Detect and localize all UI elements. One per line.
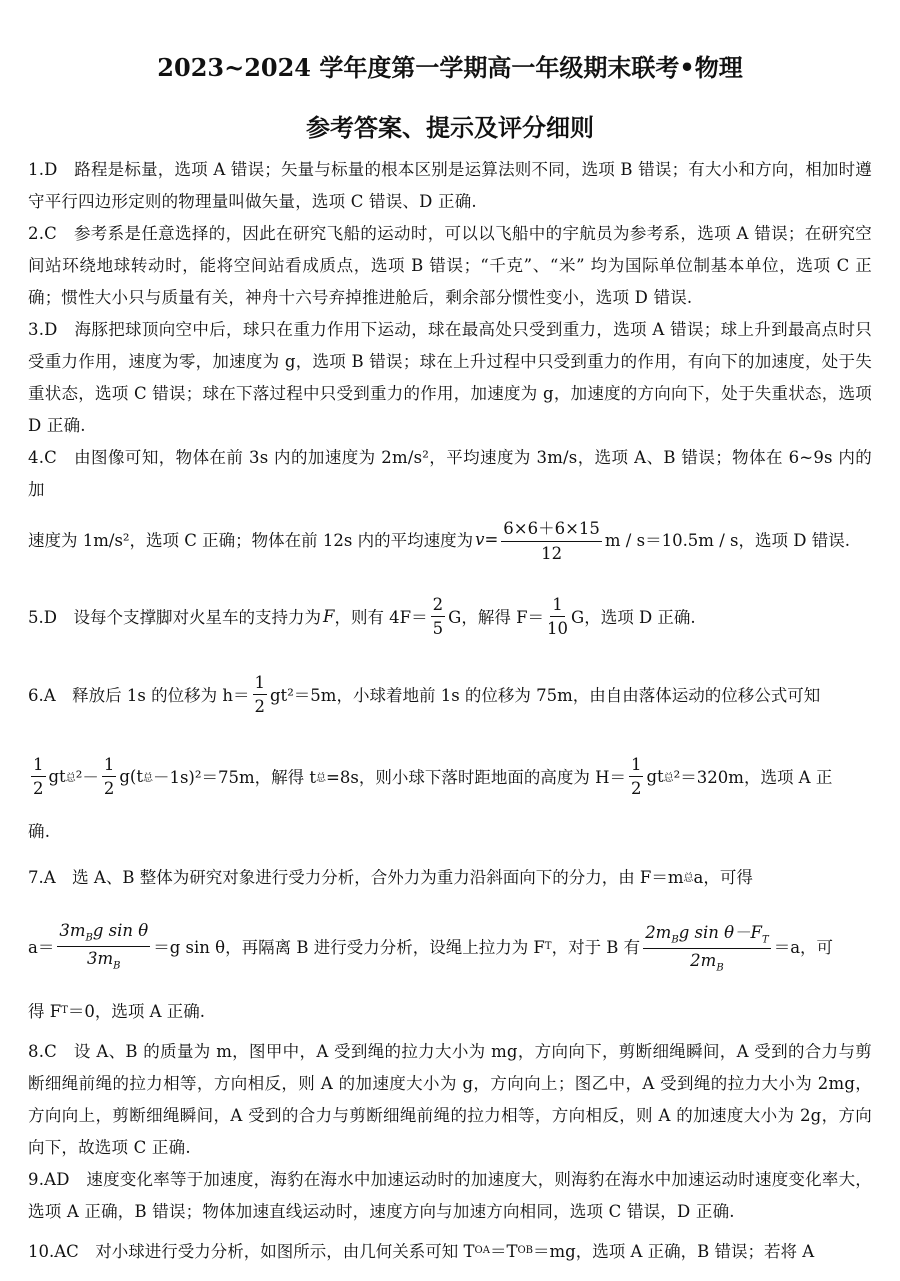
answer-6-f3-num: 1 [102, 755, 117, 777]
answer-10-text-a2: ＝T [489, 1242, 518, 1261]
answer-7-text-b2: ，对于 B 有 [551, 938, 641, 957]
answer-6-fraction-2 [31, 755, 46, 798]
answer-7-f1-num [57, 921, 150, 946]
answer-4-text-c: ，选项 D 错误. [738, 531, 850, 550]
answer-7-sub-d: T [61, 1004, 68, 1016]
answer-7-f2-den-sub: B [716, 961, 724, 973]
answer-6-text-f: gt [646, 766, 664, 786]
answer-10-sub-a2: OB [517, 1244, 534, 1256]
answer-7-fraction-1 [57, 921, 150, 971]
answer-4-fraction-denominator: 12 [541, 544, 563, 563]
answer-6-f1-den: 2 [254, 696, 265, 716]
answer-5-F: F [322, 606, 335, 626]
document-subtitle: 参考答案、提示及评分细则 [306, 113, 594, 142]
answer-5-text-a: 5.D 设每个支撑脚对火星车的支持力为 [28, 608, 321, 627]
answer-7-f1-num-b: g sin θ [92, 921, 149, 941]
answer-5-f1-num: 2 [431, 595, 446, 617]
answer-10-text-a: 10.AC 对小球进行受力分析，如图所示，由几何关系可知 T [28, 1242, 475, 1261]
answer-7-f2-num-a: 2m [645, 923, 672, 943]
answer-6-sub-d: 总 [142, 772, 153, 784]
answer-3: 3.D 海豚把球顶向空中后，球只在重力作用下运动，球在最高处只受到重力，选项 A 错误；球上升到最高点时只受重力作用，速度为零，加速度为 g，选项 B 错误；球在上升过程中只受到重力的作用，有向下的加速度，处于失重状态，选项 C 错误；球在下落过程中只受到重力的作用，加速度为 g，加速度的方向向下，处于失重状态，选项 D 正确. [28, 320, 872, 435]
answer-7-text-b: ＝g sin θ，再隔离 B 进行受力分析，设绳上拉力为 F [153, 938, 545, 957]
answer-6-text-c: gt [48, 766, 66, 786]
answer-5-text-c: G，解得 F＝ [448, 608, 545, 627]
answer-6-fraction-4 [629, 755, 644, 798]
answer-7-fraction-2 [643, 919, 771, 973]
answer-7-text-c: ＝a，可 [773, 938, 834, 957]
answer-6-tail: 确. [28, 822, 51, 841]
answer-7-f2-num-sub2: T [762, 934, 769, 946]
answer-6-f2-den: 2 [33, 778, 44, 798]
answer-5-fraction-1 [431, 595, 446, 638]
answer-7-f2-den [690, 949, 724, 973]
answer-10 [28, 1232, 872, 1268]
answer-6-f2-num: 1 [31, 755, 46, 777]
answer-7-f2-den-a: 2m [690, 950, 717, 970]
answer-6-fraction-1 [253, 673, 268, 716]
answer-6-text-f2: ²＝320m [673, 768, 744, 787]
answer-7-text-d: 得 F [28, 1002, 62, 1021]
answer-4-fraction-numerator: 6×6＋6×15 [501, 515, 602, 542]
answer-9: 9.AD 速度变化率等于加速度，海豹在海水中加速运动时的加速度大，则海豹在海水中加速运动时速度变化率大，选项 A 正确，B 错误；物体加速直线运动时，速度方向与加速方向相同，选项 C 错误，D 正确. [28, 1170, 872, 1221]
answer-6-text-b: gt²＝5m，小球着地前 1s 的位移为 75m，由自由落体运动的位移公式可知 [270, 686, 821, 705]
answer-6-f3-den: 2 [103, 778, 115, 798]
answer-7-lhs: a＝ [28, 938, 55, 957]
answer-6-line-1 [28, 664, 872, 724]
answer-2: 2.C 参考系是任意选择的，因此在研究飞船的运动时，可以以飞船中的宇航员为参考系，选项 A 错误；在研究空间站环绕地球转动时，能将空间站看成质点，选项 B 错误；“千克”、“米” 均为国际单位制基本单位，选项 C 正确；惯性大小只与质量有关，神舟十六号弃掉推进舱后，剩余部分惯性变小，选项 D 错误. [28, 224, 872, 307]
answer-4-v: v [475, 529, 485, 549]
answer-6-f4-den: 2 [630, 778, 642, 798]
answer-6-line-2 [28, 746, 872, 806]
answer-7-f1-den-sub: B [113, 959, 121, 971]
answer-6-sub-f: 总 [663, 772, 674, 784]
answer-4-line-1: 4.C 由图像可知，物体在前 3s 内的加速度为 2m/s²，平均速度为 3m/s，选项 A、B 错误；物体在 6~9s 内的加 [28, 448, 872, 499]
answer-5-text-d: G，选项 D 正确. [571, 608, 696, 627]
answer-4-fraction [501, 515, 602, 563]
answer-5-f1-den: 5 [432, 618, 444, 638]
answer-6-f4-num: 1 [629, 755, 644, 777]
answer-6-text-d: g(t [119, 766, 143, 786]
answer-7-f2-num [643, 919, 771, 948]
answer-7-f2-num-sub: B [671, 934, 679, 946]
answer-10-text-a3: ＝mg，选项 A 正确，B 错误；若将 A [533, 1242, 815, 1261]
answer-1: 1.D 路程是标量，选项 A 错误；矢量与标量的根本区别是运算法则不同，选项 B 错误；有大小和方向，相加时遵守平行四边形定则的物理量叫做矢量，选项 C 错误、D 正确. [28, 160, 872, 211]
answer-6-f1-num: 1 [253, 673, 268, 695]
answer-7-sub-a: 总 [683, 872, 694, 884]
answer-7-f1-num-sub: B [85, 932, 93, 944]
answer-7-f1-den-a: 3m [87, 948, 114, 968]
answer-7-sub-b: T [544, 940, 552, 952]
answer-7-text-d2: ＝0，选项 A 正确. [67, 1002, 206, 1021]
answer-5-fraction-2 [547, 595, 568, 638]
answer-6-text-c2: ²－ [75, 768, 99, 787]
answer-4-text-a: 速度为 1m/s²，选项 C 正确；物体在前 12s 内的平均速度为 [28, 531, 474, 550]
answer-6-text-g: ，选项 A 正 [743, 768, 833, 787]
answer-7-f2-num-b: g sin θ－F [678, 923, 763, 943]
answer-7-line-3 [28, 992, 872, 1028]
answer-5-f2-den: 10 [547, 618, 569, 638]
answer-6-text-d2: －1s)²＝75m [152, 768, 255, 787]
answer-6-text-e: ，解得 t [254, 768, 317, 787]
answer-5-f2-num: 1 [550, 595, 565, 617]
answer-8: 8.C 设 A、B 的质量为 m，图甲中，A 受到绳的拉力大小为 mg，方向向下，剪断细绳瞬间，A 受到的合力与剪断细绳前绳的拉力相等，方向相反，则 A 的加速度大小为 g，方向向上；图乙中，A 受到绳的拉力大小为 2mg，方向向上，剪断细绳瞬间，A 受到的合力与剪断细绳前绳的拉力相等，方向相反，则 A 的加速度大小为 2g，方向向下，故选项 C 正确. [28, 1042, 872, 1157]
document-title: 2023~2024 学年度第一学期高一年级期末联考•物理 [157, 53, 743, 82]
answer-6-sub-e: 总 [316, 772, 327, 784]
answer-7-f1-den [87, 947, 121, 971]
answer-7-line-2 [28, 914, 872, 978]
answer-5 [28, 586, 872, 646]
answer-6-text-e2: =8s，则小球下落时距地面的高度为 H＝ [326, 768, 626, 787]
answer-6-sub-c: 总 [65, 772, 76, 784]
answer-7-text-a2: a，可得 [693, 868, 753, 887]
answer-6-text-a: 6.A 释放后 1s 的位移为 h＝ [28, 686, 250, 705]
answer-4-text-b: m / s＝10.5m / s [604, 531, 739, 550]
answer-4-eq: = [484, 529, 499, 549]
answer-7-line-1 [28, 858, 872, 894]
answer-10-sub-a: OA [474, 1244, 490, 1256]
answer-7-text-a: 7.A 选 A、B 整体为研究对象进行受力分析，合外力为重力沿斜面向下的分力，由 F＝m [28, 868, 684, 887]
answer-7-f1-num-a: 3m [59, 921, 86, 941]
answer-5-text-b: ，则有 4F＝ [334, 608, 428, 627]
answer-4-line-2 [28, 506, 872, 572]
answer-6-fraction-3 [102, 755, 117, 798]
